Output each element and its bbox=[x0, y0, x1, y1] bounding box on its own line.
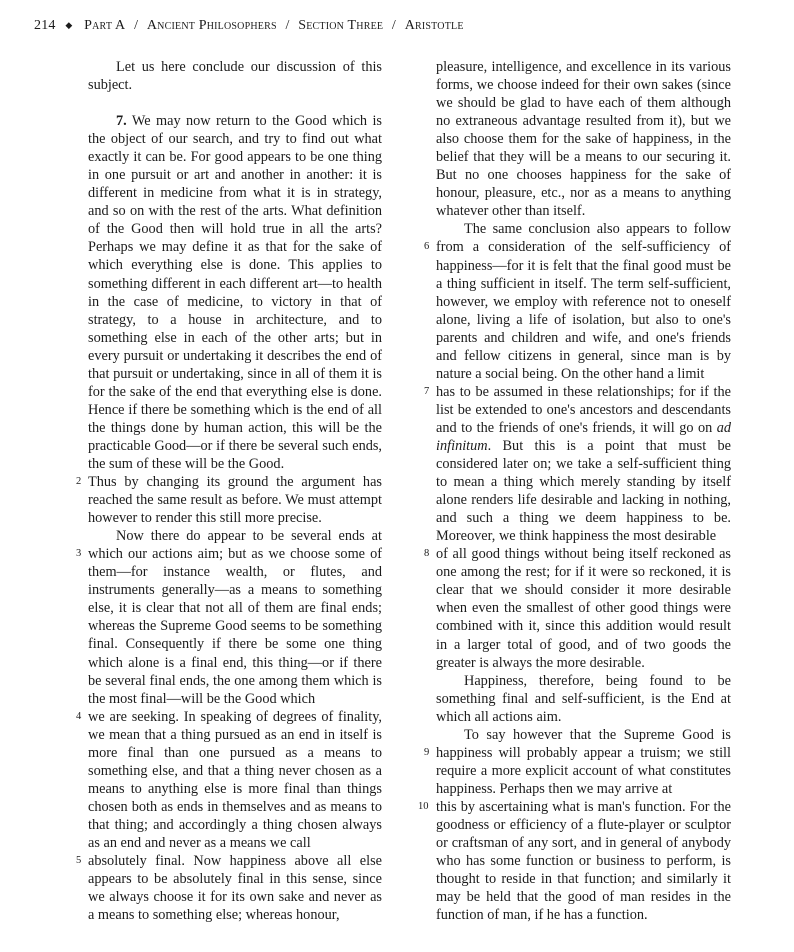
running-header bbox=[34, 18, 464, 34]
paragraph-text: of all good things without being itself reckoned as one among the rest; for if it were so reckoned, it is clear that we should consider it more desirable when even the smallest of other good things were combined with it, since this addition would result in a larger total of good, and of two goods the greater is always the more desirable. bbox=[436, 546, 731, 671]
margin-number: 10 bbox=[418, 800, 429, 812]
header-author: Aristotle bbox=[404, 18, 464, 33]
paragraph-text: . But this is a point that must be considered later on; we take a self-sufficient thing to mean a thing which merely standing by itself alone renders life desirable and lacking in nothing, and such a thing we deem happiness to be. Moreover, we think happiness the most desirable bbox=[436, 437, 731, 545]
paragraph: To say however that the Supreme Good is bbox=[464, 726, 731, 743]
header-part: Part A bbox=[84, 18, 126, 33]
paragraph-continuation bbox=[76, 708, 382, 852]
latin-phrase: ad infinitum bbox=[436, 419, 731, 454]
margin-number: 9 bbox=[424, 746, 430, 758]
paragraph: The same conclusion also appears to follow bbox=[464, 221, 731, 238]
paragraph-text: We may now return to the Good which is the object of our search, and try to find out what exactly it can be. For good appears to be one thing in one pursuit or art and another in another: it is different in medicine from what it is in strategy, and so on with the rest of the arts. What definition of the Good then will hold true in all the arts? Perhaps we may define it as that for the sake of which everything else is done. This applies to something different in each different art—to health in the case of medicine, to victory in that of strategy, to a house in architecture, and to something else in each of the other arts; but in every pursuit or undertaking it describes the end of that pursuit or undertaking, since in all of them it is for the sake of the end that everything else is done. Hence if there be something which is the end of all the things done by human action, this will be the practicable Good—or if there be several such ends, the sum of these will be the Good. bbox=[88, 113, 382, 472]
paragraph: Happiness, therefore, being found to be something final and self-sufficient, is the End at which all actions aim. bbox=[436, 672, 731, 725]
paragraph bbox=[76, 473, 382, 527]
page-number: 214 bbox=[34, 18, 56, 33]
paragraph-text: this by ascertaining what is man's function. For the goodness or efficiency of a flute-player or sculptor or craftsman of any sort, and in general of anybody who has some function or business to perform, is thought to reside in that function; and similarly it may be held that the good of man resides in the function of man, if he has a function. bbox=[436, 798, 731, 924]
paragraph-text: absolutely final. Now happiness above all else appears to be absolutely final in this sense, since we always choose it for its own sake and never as a means to something else; whereas honour, bbox=[88, 853, 382, 924]
paragraph: Let us here conclude our discussion of this subject. bbox=[88, 59, 382, 94]
paragraph-continuation bbox=[76, 852, 382, 924]
paragraph-continuation bbox=[424, 744, 731, 798]
header-separator: / bbox=[391, 18, 396, 33]
margin-number: 6 bbox=[424, 241, 430, 253]
paragraph: Now there do appear to be several ends at bbox=[116, 528, 382, 545]
paragraph-text: which our actions aim; but as we choose some of them—for instance wealth, or flutes, and instruments generally—as a means to something else, it is clear that not all of them are final ends; whereas the Supreme Good seems to be something final. Consequently if there be some one thing which alone is a final end, this thing—or if there be several final ends, the one among them which is the most final—will be the Good which bbox=[88, 546, 382, 707]
paragraph-continuation bbox=[424, 383, 731, 545]
section-number: 7. bbox=[116, 113, 127, 130]
paragraph-continuation bbox=[424, 238, 731, 382]
margin-number: 2 bbox=[76, 476, 82, 488]
diamond-ornament-icon: ◆ bbox=[65, 20, 73, 30]
margin-number: 3 bbox=[76, 548, 82, 560]
paragraph-text: happiness will probably appear a truism; we still require a more explicit account of what constitutes happiness. Perhaps then we may arrive at bbox=[436, 744, 731, 797]
header-section-title: Ancient Philosophers bbox=[146, 18, 277, 33]
margin-number: 8 bbox=[424, 548, 430, 560]
left-column bbox=[76, 58, 382, 924]
paragraph-text: has to be assumed in these relationships; for if the list be extended to one's ancestors and descendants and to the friends of one's friends, it will go on bbox=[436, 383, 731, 436]
header-section: Section Three bbox=[298, 18, 384, 33]
right-column bbox=[418, 58, 731, 924]
margin-number: 5 bbox=[76, 855, 82, 867]
header-separator: / bbox=[134, 18, 139, 33]
paragraph bbox=[88, 112, 382, 473]
margin-number: 7 bbox=[424, 385, 430, 397]
paragraph-continuation bbox=[76, 545, 382, 707]
paragraph-text: we are seeking. In speaking of degrees of finality, we mean that a thing pursued as an end in itself is more final than one pursued as a means to something else, and that a thing never chosen as a means to anything else is more final than things chosen both as ends in themselves and as means to that thing; and accordingly a thing chosen always as an end and never as a means we call bbox=[88, 708, 382, 851]
paragraph-continuation bbox=[418, 798, 731, 924]
margin-number: 4 bbox=[76, 710, 82, 722]
paragraph-continuation: pleasure, intelligence, and excellence in its various forms, we choose indeed for their own sakes (since we should be glad to have each of them although no extraneous advantage resulted from it), but we also choose them for the sake of happiness, in the belief that they will be a means to our securing it. But no one chooses happiness for the sake of honour, pleasure, etc., nor as a means to anything whatever other than itself. bbox=[436, 59, 731, 220]
paragraph-text: from a consideration of the self-sufficiency of happiness—for it is felt that the final good must be a thing sufficient in itself. The term self-sufficient, however, we employ with reference not to oneself alone, living a life of isolation, but also to one's parents and children and wife, and one's friends and fellow citizens in general, since man is by nature a social being. On the other hand a limit bbox=[436, 239, 731, 382]
header-separator: / bbox=[285, 18, 290, 33]
paragraph-text: Thus by changing its ground the argument has reached the same result as before. We must attempt however to render this still more precise. bbox=[88, 474, 382, 527]
paragraph-continuation bbox=[424, 545, 731, 671]
